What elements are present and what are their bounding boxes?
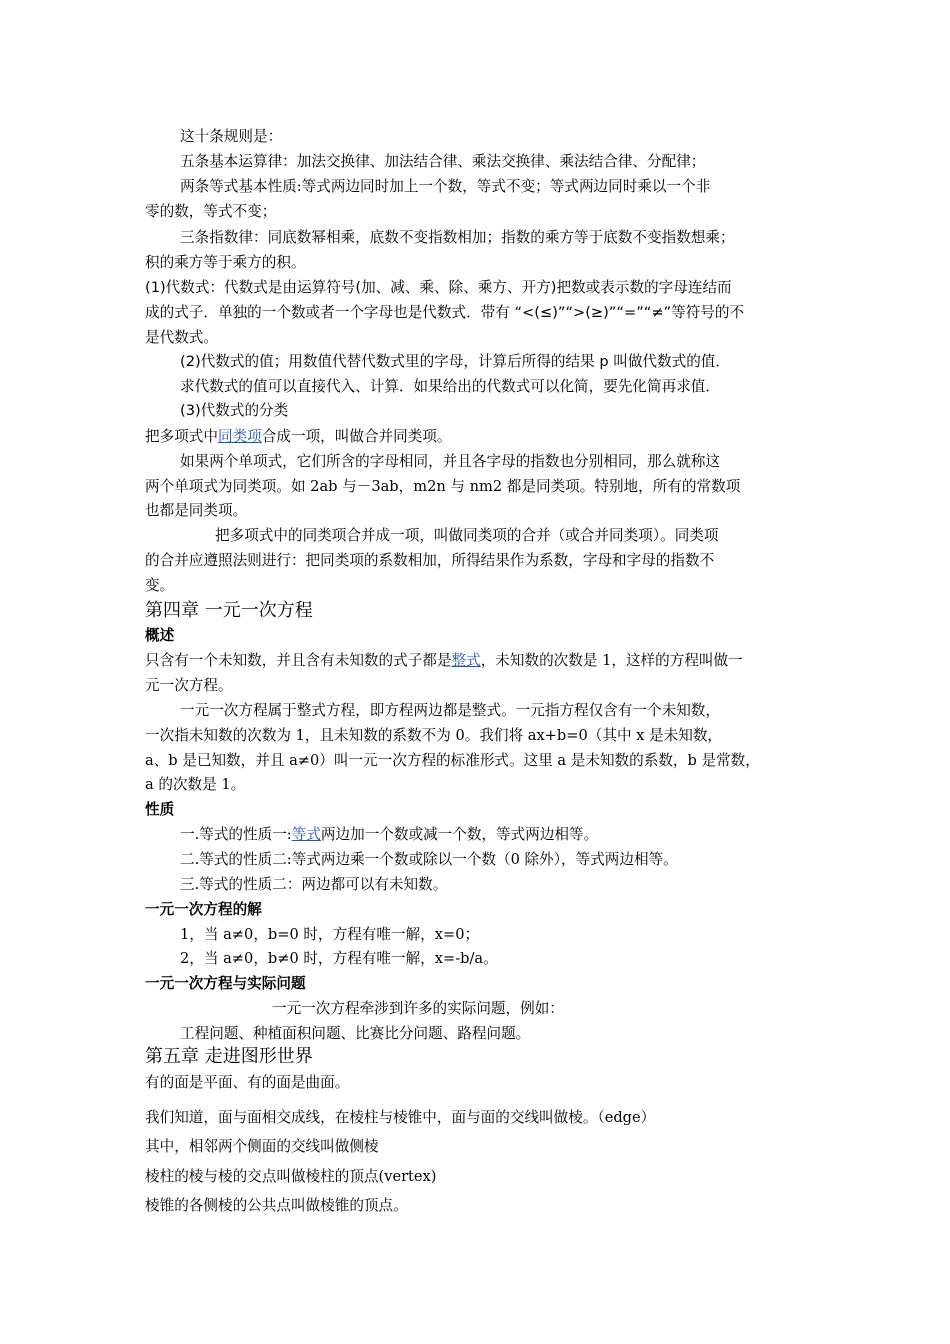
like-terms-2: 两个单项式为同类项。如 2ab 与－3ab，m2n 与 nm2 都是同类项。特别地，所有的常数项: [145, 478, 741, 495]
property-1-pre: 一.等式的性质一:: [180, 826, 292, 843]
chapter5-title: 第五章 走进图形世界: [145, 1046, 313, 1067]
overview-line-4: 一次指未知数的次数为 1，且未知数的系数不为 0。我们将 ax+b=0（其中 x 是未知数，: [145, 727, 723, 744]
property-1-post: 两边加一个数或减一个数，等式两边相等。: [320, 826, 599, 843]
algebraic-class: (3)代数式的分类: [180, 402, 289, 419]
solution-2: 2，当 a≠0，b≠0 时，方程有唯一解，x=-b/a。: [180, 950, 498, 967]
solution-1: 1，当 a≠0，b=0 时，方程有唯一解，x=0；: [180, 926, 480, 943]
algebraic-def-3: 是代数式。: [145, 329, 218, 346]
overview-1-post: ，未知数的次数是 1，这样的方程叫做一: [480, 652, 743, 669]
merge-1: 把多项式中的同类项合并成一项，叫做同类项的合并（或合并同类项）。同类项: [215, 527, 719, 544]
merge-2: 的合并应遵照法则进行：把同类项的系数相加，所得结果作为系数，字母和字母的指数不: [145, 552, 715, 569]
property-2: 二.等式的性质二:等式两边乘一个数或除以一个数（0 除外），等式两边相等。: [180, 851, 678, 868]
algebraic-value-2: 求代数式的值可以直接代入、计算．如果给出的代数式可以化简，要先化简再求值．: [180, 378, 720, 395]
overview-line-2: 元一次方程。: [145, 677, 233, 694]
chapter4-title: 第四章 一元一次方程: [145, 600, 313, 621]
algebraic-def-1: (1)代数式：代数式是由运算符号(加、减、乘、除、乘方、开方)把数或表示数的字母连结而: [145, 279, 732, 296]
merge-3: 变。: [145, 577, 175, 594]
chapter5-line-1: 有的面是平面、有的面是曲面。: [145, 1074, 350, 1091]
combine-pre: 把多项式中: [145, 428, 218, 445]
overview-line-5: a、b 是已知数，并且 a≠0）叫一元一次方程的标准形式。这里 a 是未知数的系数，b 是常数，: [145, 752, 760, 769]
chapter5-line-5: 棱锥的各侧棱的公共点叫做棱锥的顶点。: [145, 1197, 408, 1214]
properties-heading: 性质: [145, 801, 175, 818]
algebraic-value-1: (2)代数式的值；用数值代替代数式里的字母，计算后所得的结果 p 叫做代数式的值．: [180, 353, 730, 370]
overview-line-3: 一元一次方程属于整式方程，即方程两边都是整式。一元指方程仅含有一个未知数，: [180, 702, 720, 719]
chapter5-line-3: 其中，相邻两个侧面的交线叫做侧棱: [145, 1138, 379, 1155]
like-terms-1: 如果两个单项式，它们所含的字母相同，并且各字母的指数也分别相同，那么就称这: [180, 453, 720, 470]
rules-intro: 这十条规则是：: [180, 128, 283, 145]
overview-1-pre: 只含有一个未知数，并且含有未知数的式子都是: [145, 652, 452, 669]
overview-line-1: [145, 651, 810, 671]
combine-post: 合成一项，叫做合并同类项。: [261, 428, 452, 445]
rules-exponent-1: 三条指数律：同底数幂相乘，底数不变指数相加；指数的乘方等于底数不变指数想乘；: [180, 229, 735, 246]
equation-link[interactable]: 等式: [291, 826, 321, 843]
integral-expression-link[interactable]: 整式: [451, 652, 481, 669]
overview-line-6: a 的次数是 1。: [145, 776, 246, 793]
property-1: [180, 825, 845, 845]
rules-basic-ops: 五条基本运算律：加法交换律、加法结合律、乘法交换律、乘法结合律、分配律；: [180, 153, 706, 170]
rules-equality-1: 两条等式基本性质:等式两边同时加上一个数，等式不变；等式两边同时乘以一个非: [180, 178, 711, 195]
algebraic-def-2: 成的式子．单独的一个数或者一个字母也是代数式．带有 “<(≤)”“>(≥)”“=”“≠”等符号的不: [145, 304, 745, 321]
solutions-heading: 一元一次方程的解: [145, 901, 262, 918]
chapter5-line-4: 棱柱的棱与棱的交点叫做棱柱的顶点(vertex): [145, 1168, 437, 1185]
chapter5-line-2: 我们知道，面与面相交成线，在棱柱与棱锥中，面与面的交线叫做棱。（edge）: [145, 1109, 656, 1126]
real-problems-2: 工程问题、种植面积问题、比赛比分问题、路程问题。: [180, 1025, 531, 1042]
combine-like-terms: [145, 427, 810, 447]
real-problems-heading: 一元一次方程与实际问题: [145, 975, 306, 992]
rules-exponent-2: 积的乘方等于乘方的积。: [145, 254, 306, 271]
real-problems-1: 一元一次方程牵涉到许多的实际问题，例如：: [272, 1000, 564, 1017]
like-terms-3: 也都是同类项。: [145, 502, 248, 519]
like-terms-link[interactable]: 同类项: [217, 428, 262, 445]
overview-heading: 概述: [145, 627, 175, 644]
rules-equality-2: 零的数，等式不变；: [145, 203, 277, 220]
property-3: 三.等式的性质二：两边都可以有未知数。: [180, 876, 448, 893]
